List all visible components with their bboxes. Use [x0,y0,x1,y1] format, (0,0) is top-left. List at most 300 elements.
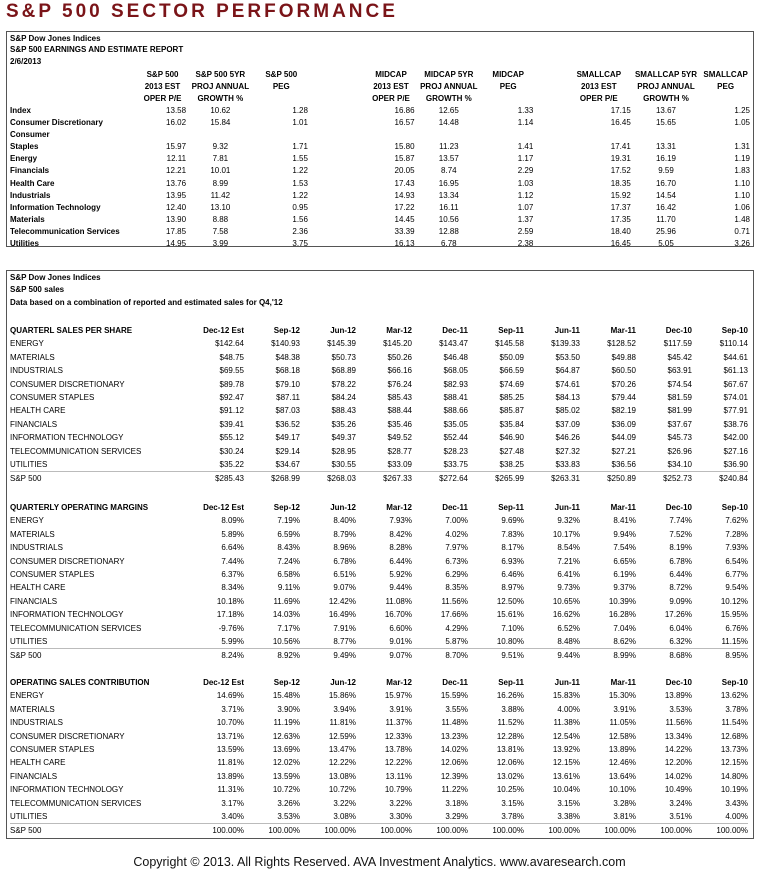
cell-value: 100.00% [244,824,300,838]
report-row [10,226,750,238]
cell-value: 3.28% [613,798,636,808]
table-row [10,418,748,431]
sector-label: MATERIALS [10,529,55,539]
cell-value: 10.18% [216,596,244,606]
cell-value: 100.00% [412,824,468,838]
cell-value: $34.10 [667,460,692,470]
column-header: SMALLCAP [703,70,748,79]
cell-value: 3.08% [333,812,356,822]
cell-value: 12.63% [272,731,300,741]
cell-value: $87.03 [275,406,300,416]
report-value: 25.96 [655,226,677,236]
cell-value: 11.81% [217,758,244,768]
cell-value: 8.41% [613,516,636,526]
cell-value: $143.47 [439,339,468,349]
report-value: 13.57 [438,154,459,164]
cell-value: $67.67 [723,379,748,389]
sector-label: Consumer [10,130,50,140]
table-row [10,824,748,838]
period-header: Sep-11 [498,503,524,512]
cell-value: 9.73% [557,583,580,593]
table-row [10,581,748,594]
cell-value: 13.47% [328,745,356,755]
sales-table [10,501,748,663]
cell-value: 12.02% [272,758,300,768]
cell-value: 13.34% [664,731,692,741]
report-value: 1.31 [734,142,750,152]
table-row [10,378,748,391]
cell-value: 10.49% [664,785,692,795]
cell-value: 12.06% [496,758,524,768]
report-row [10,202,750,214]
cell-value: 8.24% [188,649,244,663]
cell-value: 9.09% [669,596,692,606]
report-row [10,178,750,190]
table-row [10,351,748,364]
report-row [10,153,750,165]
page-title: S&P 500 SECTOR PERFORMANCE [6,1,398,22]
cell-value: 12.22% [328,758,356,768]
cell-value: $30.24 [219,446,244,456]
report-date: 2/6/2013 [10,57,42,66]
cell-value: 3.43% [725,798,748,808]
cell-value: 8.77% [333,637,356,647]
report-value: 16.02 [166,118,187,128]
sector-label: CONSUMER STAPLES [10,570,95,580]
cell-value: $35.26 [331,419,356,429]
report-row [10,238,750,250]
cell-value: 8.54% [557,543,580,553]
cell-value: 10.70% [216,718,244,728]
cell-value: $78.22 [331,379,356,389]
cell-value: $63.91 [667,366,692,376]
period-header: Sep-11 [498,326,524,335]
cell-value: 11.56% [665,718,692,728]
sector-label: FINANCIALS [10,596,58,606]
column-header: PROJ ANNUAL [191,82,250,91]
cell-value: 6.65% [613,556,636,566]
cell-value: $70.26 [611,379,636,389]
cell-value: 9.07% [333,583,356,593]
cell-value: 13.59% [216,745,244,755]
cell-value: 12.33% [384,731,412,741]
cell-value: $82.19 [611,406,636,416]
sector-label: Telecommunication Services [10,226,120,236]
cell-value: 16.28% [608,610,636,620]
report-value [139,129,186,141]
cell-value: 6.32% [669,637,692,647]
cell-value: 8.70% [412,649,468,663]
table-row [10,541,748,554]
cell-value: 11.15% [721,637,748,647]
cell-value: 12.20% [664,758,692,768]
cell-value: 13.81% [496,745,524,755]
cell-value: $38.76 [723,419,748,429]
cell-value: 13.61% [552,771,580,781]
cell-value: $88.41 [443,393,468,403]
sector-label: Industrials [10,190,51,200]
cell-value: 12.15% [552,758,580,768]
cell-value: 11.31% [217,785,244,795]
cell-value: $49.17 [275,433,300,443]
table-row [10,622,748,635]
report-value: 3.75 [292,239,308,249]
cell-value: 7.24% [277,556,300,566]
report-value: 1.33 [517,106,534,115]
cell-value: $30.55 [331,460,356,470]
cell-value: $117.59 [663,339,692,349]
sector-label: Information Technology [10,202,101,212]
cell-value: 9.44% [524,649,580,663]
report-value: 1.71 [292,142,308,152]
period-header: Sep-10 [721,503,748,512]
table-row [10,404,748,417]
cell-value: 16.62% [552,610,580,620]
cell-value: 8.68% [636,649,692,663]
cell-value: 14.02% [440,745,468,755]
report-value: 13.10 [210,202,231,212]
cell-value: $252.73 [636,472,692,486]
cell-value: 10.25% [496,785,524,795]
cell-value: $76.24 [387,379,412,389]
cell-value: $81.99 [667,406,692,416]
report-row [10,105,750,117]
report-value: 2.59 [517,226,534,236]
report-value: 1.55 [292,154,308,164]
cell-value: $77.91 [723,406,748,416]
cell-value: 9.01% [389,637,412,647]
sector-label: Materials [10,214,45,224]
cell-value: 6.29% [445,570,468,580]
period-header: Dec-12 Est [203,503,244,512]
column-header: PROJ ANNUAL [637,82,695,91]
cell-value: 15.97% [384,691,412,701]
cell-value: 15.95% [720,610,748,620]
sector-label: FINANCIALS [10,419,58,429]
report-source: S&P Dow Jones Indices [10,34,101,43]
cell-value: 6.78% [669,556,692,566]
cell-value: 17.26% [664,610,692,620]
period-header: Sep-12 [273,678,300,687]
cell-value: 11.52% [497,718,524,728]
column-header: OPER P/E [579,94,618,103]
cell-value: 7.54% [613,543,636,553]
cell-value: 3.78% [501,812,524,822]
cell-value: 12.22% [384,758,412,768]
sector-label: S&P 500 [10,824,188,838]
cell-value: 3.81% [613,812,636,822]
report-value: 17.15 [610,106,631,115]
cell-value: $46.48 [443,352,468,362]
section-title: QUARTERLY OPERATING MARGINS [10,503,149,512]
column-header: 2013 EST [373,82,409,91]
cell-value: $74.01 [723,393,748,403]
cell-value: $52.44 [443,433,468,443]
report-value: 8.74 [441,166,457,176]
report-value: 15.92 [610,190,631,200]
cell-value: 3.18% [445,798,468,808]
period-header: Jun-12 [330,678,356,687]
cell-value: $44.09 [611,433,636,443]
cell-value: 12.58% [608,731,636,741]
report-value: 1.05 [734,118,750,128]
cell-value: 12.06% [440,758,468,768]
cell-value: 8.79% [333,529,356,539]
column-header: S&P 500 [146,70,179,79]
report-value: 16.86 [394,106,415,115]
cell-value: $285.43 [188,472,244,486]
period-header: Jun-11 [554,503,580,512]
report-value: 15.65 [655,118,677,128]
cell-value: $68.18 [275,366,300,376]
cell-value: 10.19% [720,785,748,795]
cell-value: $27.21 [611,446,636,456]
cell-value: 10.12% [720,596,748,606]
report-value: 1.56 [292,214,308,224]
table-row [10,649,748,663]
cell-value: $64.87 [555,366,580,376]
report-value: 33.39 [394,226,415,236]
cell-value: 13.64% [608,771,636,781]
cell-value: $50.09 [499,352,524,362]
cell-value: 13.11% [385,771,412,781]
cell-value: $35.22 [219,460,244,470]
cell-value: $85.87 [499,406,524,416]
cell-value: 3.51% [669,812,692,822]
report-value: 16.42 [655,202,677,212]
sector-label: Index [10,106,31,115]
cell-value: $88.44 [387,406,412,416]
table-row [10,431,748,444]
sector-label: CONSUMER DISCRETIONARY [10,379,125,389]
report-value [701,129,750,141]
cell-value: $79.10 [275,379,300,389]
cell-value: $55.12 [219,433,244,443]
report-value [367,129,414,141]
cell-value: 9.32% [557,516,580,526]
report-value: 1.48 [734,214,750,224]
cell-value: $84.13 [555,393,580,403]
cell-value: 7.62% [725,516,748,526]
cell-value: 16.26% [496,691,524,701]
report-value: 12.88 [438,226,459,236]
report-value: 1.41 [517,142,534,152]
cell-value: $49.88 [611,352,636,362]
report-value [415,129,484,141]
report-value: 14.48 [438,118,459,128]
column-header: PROJ ANNUAL [420,82,478,91]
sector-label: S&P 500 [10,649,188,663]
report-value: 18.40 [610,226,631,236]
report-value: 15.97 [166,142,187,152]
cell-value: $49.37 [331,433,356,443]
report-value: 0.95 [292,202,308,212]
cell-value: $61.13 [723,366,748,376]
column-header: SMALLCAP [576,70,622,79]
sector-label: UTILITIES [10,460,48,470]
cell-value: 3.40% [221,812,244,822]
sales-per-share-section [10,324,748,486]
cell-value: 4.02% [445,529,468,539]
report-value: 13.67 [655,106,677,115]
cell-value: 11.22% [441,785,468,795]
cell-value: 14.22% [664,745,692,755]
report-value: 12.21 [166,166,187,176]
period-header: Dec-12 Est [203,326,244,335]
report-value: 0.71 [734,226,750,236]
report-value: 6.78 [441,239,457,249]
cell-value: 3.88% [501,704,524,714]
cell-value: 8.09% [221,516,244,526]
cell-value: 9.54% [725,583,748,593]
table-row [10,568,748,581]
cell-value: $35.46 [387,419,412,429]
period-header: Jun-11 [554,678,580,687]
sector-label: HEALTH CARE [10,583,66,593]
cell-value: 8.35% [445,583,468,593]
section-header-row [10,324,748,337]
column-header: PEG [499,82,517,91]
cell-value: 6.51% [333,570,356,580]
table-row [10,716,748,729]
sector-label: INFORMATION TECHNOLOGY [10,433,124,443]
cell-value: $33.09 [387,460,412,470]
column-header: S&P 500 5YR [195,70,246,79]
sector-label: HEALTH CARE [10,758,66,768]
cell-value: 12.28% [496,731,524,741]
cell-value: 6.46% [501,570,524,580]
cell-value: 12.68% [720,731,748,741]
report-value: 20.05 [394,166,415,176]
sector-label: Utilities [10,239,39,249]
cell-value: 3.71% [221,704,244,714]
sales-note: Data based on a combination of reported and estimated sales for Q4,'12 [10,298,283,307]
cell-value: 8.72% [669,583,692,593]
column-header: MIDCAP [492,70,524,79]
cell-value: 9.49% [300,649,356,663]
period-header: Sep-10 [721,326,748,335]
sector-label: MATERIALS [10,352,55,362]
cell-value: $35.05 [443,419,468,429]
report-value: 1.10 [734,190,750,200]
cell-value: $81.59 [667,393,692,403]
report-value: 1.22 [292,190,308,200]
cell-value: 8.96% [333,543,356,553]
sector-label: TELECOMMUNICATION SERVICES [10,798,142,808]
report-value: 16.45 [610,239,631,249]
cell-value: 7.93% [725,543,748,553]
cell-value: -9.76% [218,623,244,633]
report-value: 1.03 [517,178,534,188]
report-value [567,129,631,141]
cell-value: 100.00% [636,824,692,838]
column-header [483,93,533,105]
report-row [10,214,750,226]
report-value: 16.11 [439,202,459,212]
report-value: 14.95 [166,239,187,249]
cell-value: 11.38% [553,718,580,728]
cell-value: 7.44% [221,556,244,566]
period-header: Jun-12 [330,503,356,512]
cell-value: $91.12 [219,406,244,416]
column-header: PEG [272,82,290,91]
sector-label: Staples [10,142,39,152]
report-value: 7.81 [212,154,229,164]
cell-value: 11.37% [385,718,412,728]
cell-value: 7.28% [725,529,748,539]
cell-value: 3.94% [333,704,356,714]
report-row [10,141,750,153]
report-value: 5.05 [658,239,674,249]
cell-value: 6.76% [725,623,748,633]
cell-value: $88.43 [331,406,356,416]
cell-value: $35.84 [499,419,524,429]
cell-value: 14.69% [216,691,244,701]
sp500-sales-report [6,270,754,839]
report-row [10,165,750,177]
report-value: 14.93 [394,190,415,200]
cell-value: 6.73% [445,556,468,566]
report-value: 9.32 [212,142,229,152]
cell-value: $272.64 [412,472,468,486]
report-value: 17.85 [166,226,187,236]
cell-value: 10.80% [496,637,524,647]
cell-value: 11.54% [721,718,748,728]
cell-value: 7.91% [333,623,356,633]
cell-value: 10.72% [272,785,300,795]
cell-value: $36.90 [723,460,748,470]
cell-value: 10.56% [272,637,300,647]
cell-value: 7.93% [389,516,412,526]
report-value: 2.38 [517,239,534,249]
report-header-row [10,81,750,93]
cell-value: 10.79% [384,785,412,795]
report-value: 1.28 [292,106,308,115]
report-value: 16.45 [610,118,631,128]
table-row [10,756,748,769]
cell-value: 5.89% [221,529,244,539]
cell-value: 9.37% [613,583,636,593]
period-header: Jun-12 [330,326,356,335]
cell-value: 13.02% [496,771,524,781]
sales-contribution-section [10,676,748,838]
table-row [10,528,748,541]
cell-value: 3.15% [557,798,580,808]
report-value: 14.45 [394,214,415,224]
sector-label: Health Care [10,178,55,188]
cell-value: 14.02% [664,771,692,781]
sector-label: ENERGY [10,339,44,349]
cell-value: 5.92% [389,570,412,580]
section-title: QUARTERL SALES PER SHARE [10,326,133,335]
report-value: 1.25 [734,106,750,115]
cell-value: $265.99 [468,472,524,486]
report-header-row [10,93,750,105]
report-value: 16.95 [438,178,459,188]
column-header: GROWTH % [197,94,244,103]
cell-value: $38.25 [499,460,524,470]
cell-value: 14.80% [720,771,748,781]
cell-value: $27.16 [723,446,748,456]
cell-value: 6.44% [669,570,692,580]
cell-value: 3.30% [389,812,412,822]
cell-value: 3.22% [333,798,356,808]
cell-value: 3.90% [277,704,300,714]
cell-value: 3.91% [389,704,412,714]
report-name: S&P 500 EARNINGS AND ESTIMATE REPORT [10,45,184,54]
cell-value: 7.04% [613,623,636,633]
cell-value: $142.64 [215,339,244,349]
